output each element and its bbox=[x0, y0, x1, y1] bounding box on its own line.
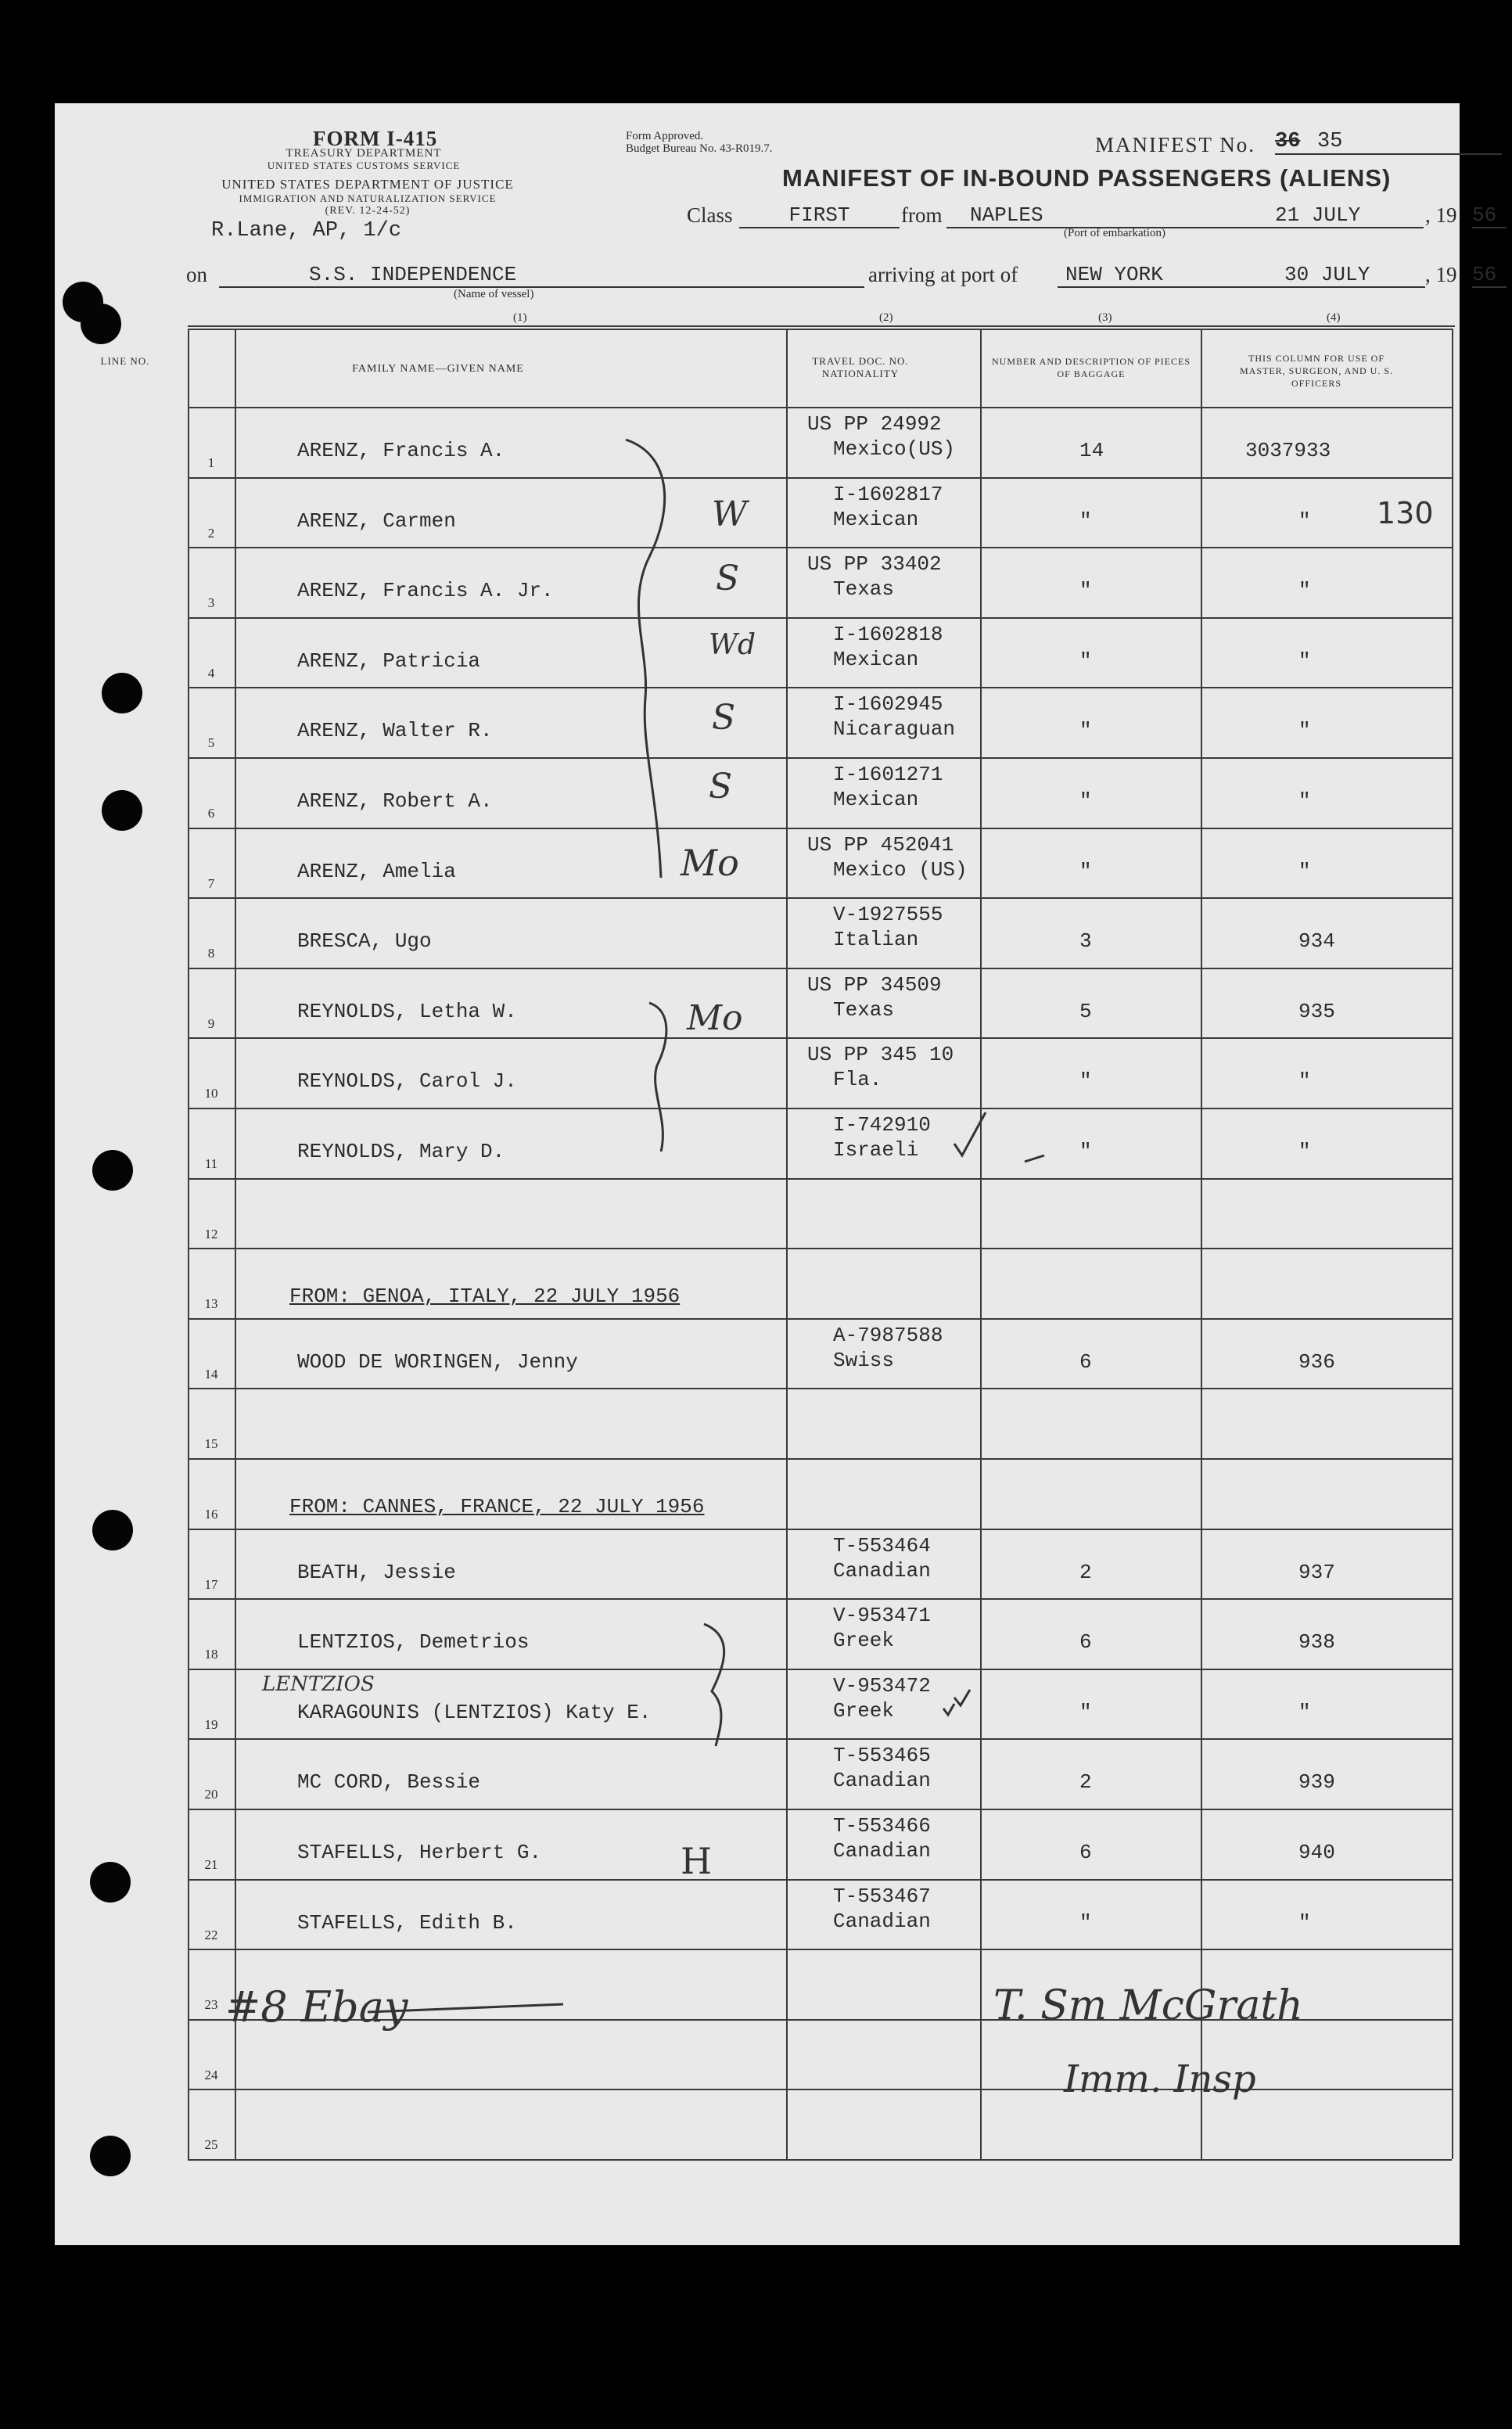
travel-doc: US PP 345 10 bbox=[807, 1043, 954, 1067]
class-value: FIRST bbox=[739, 203, 900, 228]
line-number: 10 bbox=[204, 1086, 218, 1101]
nationality: Mexico(US) bbox=[833, 437, 956, 461]
line-number: 16 bbox=[204, 1507, 218, 1522]
officer-number: " bbox=[1298, 1700, 1311, 1724]
travel-doc: V-953471 bbox=[833, 1604, 931, 1628]
officer-number: 934 bbox=[1298, 929, 1335, 954]
passenger-name: REYNOLDS, Letha W. bbox=[297, 999, 517, 1023]
manifest-page bbox=[55, 103, 1497, 2245]
travel-doc: A-7987588 bbox=[833, 1323, 943, 1347]
treasury-dept: TREASURY DEPARTMENT bbox=[286, 147, 442, 160]
officer-number: 938 bbox=[1298, 1630, 1335, 1655]
nationality: Texas bbox=[833, 997, 895, 1022]
travel-doc: T-553465 bbox=[833, 1744, 931, 1768]
travel-doc: T-553464 bbox=[833, 1533, 931, 1558]
officer-number: " bbox=[1298, 1910, 1311, 1935]
col-3-number: (3) bbox=[1098, 311, 1112, 324]
check-row19 bbox=[943, 1704, 954, 1715]
officer-number: 940 bbox=[1298, 1841, 1335, 1864]
port-embark-caption: (Port of embarkation) bbox=[1064, 227, 1165, 239]
handwritten-strokes bbox=[55, 103, 1460, 2245]
section-heading: FROM: CANNES, FRANCE, 22 JULY 1956 bbox=[289, 1495, 705, 1518]
officer-number: " bbox=[1298, 508, 1311, 533]
line-number: 5 bbox=[207, 735, 215, 751]
line-number: 14 bbox=[204, 1366, 218, 1382]
nationality: Mexico (US) bbox=[833, 857, 968, 882]
nationality: Mexican bbox=[833, 647, 919, 671]
binder-hole bbox=[90, 1862, 131, 1903]
line-number: 21 bbox=[204, 1857, 218, 1872]
travel-doc: V-1927555 bbox=[833, 903, 943, 927]
baggage-count: " bbox=[1079, 1069, 1092, 1094]
line-number: 1 bbox=[207, 455, 215, 470]
passenger-name: ARENZ, Francis A. Jr. bbox=[297, 579, 554, 603]
baggage-count: 6 bbox=[1079, 1349, 1092, 1374]
travel-doc: I-1602818 bbox=[833, 622, 943, 646]
travel-doc: I-1602817 bbox=[833, 482, 943, 506]
arrival-year: 56 bbox=[1472, 263, 1507, 288]
travel-doc: US PP 34509 bbox=[807, 972, 942, 997]
manifest-no-label: MANIFEST No. bbox=[1095, 133, 1256, 156]
mark-lentzios: LENTZIOS bbox=[262, 1673, 375, 1696]
line-number: 7 bbox=[207, 875, 215, 891]
mark-s-row3: S bbox=[716, 559, 740, 598]
mark-wd-row4: Wd bbox=[709, 629, 756, 661]
col-2-number: (2) bbox=[879, 311, 893, 324]
passenger-name: ARENZ, Patricia bbox=[297, 649, 481, 673]
line-number: 8 bbox=[207, 946, 215, 961]
travel-doc: US PP 452041 bbox=[807, 832, 954, 857]
line-number: 9 bbox=[207, 1015, 215, 1031]
departure-date: 21 JULY bbox=[1275, 203, 1361, 227]
line-number: 19 bbox=[204, 1716, 218, 1732]
mark-s-row5: S bbox=[712, 698, 736, 738]
nationality: Mexican bbox=[833, 788, 919, 811]
revision: (REV. 12-24-52) bbox=[325, 205, 411, 217]
travel-doc: I-1602945 bbox=[833, 692, 943, 717]
passenger-name: WOOD DE WORINGEN, Jenny bbox=[297, 1349, 578, 1374]
baggage-count: " bbox=[1079, 1140, 1092, 1163]
officer-number: " bbox=[1298, 789, 1311, 813]
brace-arenz bbox=[626, 440, 665, 878]
header-officers: THIS COLUMN FOR USE OF MASTER, SURGEON, AND U. S. OFFICERS bbox=[1239, 353, 1394, 389]
passenger-name: ARENZ, Amelia bbox=[297, 859, 456, 883]
passenger-name: ARENZ, Francis A. bbox=[297, 439, 505, 462]
nationality: Israeli bbox=[833, 1138, 919, 1162]
binder-hole bbox=[92, 1510, 133, 1550]
binder-hole bbox=[92, 1150, 133, 1191]
binder-hole bbox=[90, 2136, 131, 2176]
vessel-name: S.S. INDEPENDENCE bbox=[219, 263, 864, 288]
manifest-no-value: 35 bbox=[1317, 130, 1343, 153]
baggage-count: " bbox=[1079, 649, 1092, 673]
inspector-title: Imm. Insp bbox=[1064, 2057, 1256, 2101]
line-number: 18 bbox=[204, 1647, 218, 1662]
arrival-port: NEW YORK bbox=[1065, 263, 1163, 286]
line-number: 6 bbox=[207, 806, 215, 821]
justice-dept: UNITED STATES DEPARTMENT OF JUSTICE bbox=[221, 177, 514, 192]
travel-doc: US PP 24992 bbox=[807, 412, 942, 436]
passenger-name: STAFELLS, Herbert G. bbox=[297, 1841, 542, 1864]
line-number: 24 bbox=[204, 2067, 218, 2082]
passenger-name: ARENZ, Walter R. bbox=[297, 719, 493, 743]
from-port: NAPLES bbox=[970, 203, 1043, 227]
departure-year-prefix: , 19 bbox=[1425, 203, 1457, 227]
check-row18 bbox=[954, 1690, 970, 1705]
line-number: 20 bbox=[204, 1787, 218, 1802]
travel-doc: T-553467 bbox=[833, 1884, 931, 1908]
header-line-no: LINE NO. bbox=[100, 355, 150, 367]
on-label: on bbox=[186, 263, 207, 286]
officer-number: " bbox=[1298, 649, 1311, 673]
nationality: Greek bbox=[833, 1698, 895, 1723]
baggage-count: 6 bbox=[1079, 1630, 1092, 1655]
check-row11-tick bbox=[1025, 1155, 1044, 1162]
travel-doc: I-1601271 bbox=[833, 763, 943, 786]
baggage-count: 2 bbox=[1079, 1770, 1092, 1795]
nationality: Canadian bbox=[833, 1839, 931, 1863]
officer-number: " bbox=[1298, 719, 1311, 743]
line-number: 11 bbox=[204, 1156, 218, 1171]
binder-hole bbox=[81, 304, 121, 344]
header-name: FAMILY NAME—GIVEN NAME bbox=[352, 363, 524, 375]
line-number: 13 bbox=[204, 1296, 218, 1312]
mark-h-row21: H bbox=[681, 1840, 713, 1882]
arrival-year-prefix: , 19 bbox=[1425, 263, 1457, 286]
line-number: 15 bbox=[204, 1436, 218, 1452]
baggage-count: 2 bbox=[1079, 1560, 1092, 1584]
header-baggage: NUMBER AND DESCRIPTION OF PIECES OF BAGGAGE bbox=[991, 356, 1191, 379]
passenger-name: ARENZ, Robert A. bbox=[297, 789, 493, 813]
ins-service: IMMIGRATION AND NATURALIZATION SERVICE bbox=[239, 192, 497, 204]
col-1-number: (1) bbox=[513, 311, 527, 324]
mark-s-row6: S bbox=[709, 767, 733, 807]
passenger-name: STAFELLS, Edith B. bbox=[297, 1910, 517, 1935]
binder-hole bbox=[102, 790, 142, 831]
nationality: Italian bbox=[833, 928, 919, 952]
line-number: 4 bbox=[207, 665, 215, 681]
form-approved: Form Approved. bbox=[626, 130, 704, 142]
vessel-caption: (Name of vessel) bbox=[454, 288, 534, 300]
line-number: 25 bbox=[204, 2137, 218, 2153]
section-heading: FROM: GENOA, ITALY, 22 JULY 1956 bbox=[289, 1285, 681, 1309]
mark-w: W bbox=[712, 494, 748, 534]
line-number: 3 bbox=[207, 595, 215, 611]
manifest-no-struck: 36 bbox=[1275, 130, 1301, 153]
mark-mo-row9: Mo bbox=[687, 998, 743, 1038]
nationality: Canadian bbox=[833, 1769, 931, 1793]
passenger-name: LENTZIOS, Demetrios bbox=[297, 1630, 530, 1655]
nationality: Canadian bbox=[833, 1909, 931, 1933]
customs-service: UNITED STATES CUSTOMS SERVICE bbox=[267, 160, 461, 171]
nationality: Fla. bbox=[833, 1068, 882, 1092]
arrival-date: 30 JULY bbox=[1284, 263, 1370, 286]
manifest-title: MANIFEST OF IN-BOUND PASSENGERS (ALIENS) bbox=[782, 164, 1392, 192]
baggage-count: " bbox=[1079, 508, 1092, 533]
officer-number: 937 bbox=[1298, 1560, 1335, 1584]
passenger-name: MC CORD, Bessie bbox=[297, 1770, 481, 1795]
form-number: FORM I-415 bbox=[313, 127, 438, 150]
officer-number: " bbox=[1298, 579, 1311, 603]
baggage-count: " bbox=[1079, 859, 1092, 883]
header-travel-doc: TRAVEL DOC. NO. NATIONALITY bbox=[812, 355, 909, 379]
officer-number: 3037933 bbox=[1245, 439, 1331, 462]
passenger-name: REYNOLDS, Carol J. bbox=[297, 1069, 517, 1094]
departure-year: 56 bbox=[1472, 203, 1507, 228]
passenger-name: KARAGOUNIS (LENTZIOS) Katy E. bbox=[297, 1700, 652, 1724]
nationality: Texas bbox=[833, 577, 895, 602]
passenger-name: BEATH, Jessie bbox=[297, 1560, 456, 1584]
baggage-count: 5 bbox=[1079, 999, 1092, 1023]
from-label: from bbox=[901, 203, 943, 227]
budget-bureau: Budget Bureau No. 43-R019.7. bbox=[626, 142, 773, 155]
binder-hole bbox=[102, 673, 142, 713]
travel-doc: T-553466 bbox=[833, 1814, 931, 1838]
travel-doc: I-742910 bbox=[833, 1113, 931, 1137]
travel-doc: US PP 33402 bbox=[807, 552, 942, 577]
line-number: 23 bbox=[204, 1997, 218, 2013]
row23-underline bbox=[368, 2004, 563, 2012]
baggage-count: 6 bbox=[1079, 1841, 1092, 1864]
officer-number: " bbox=[1298, 859, 1311, 883]
nationality: Greek bbox=[833, 1629, 895, 1653]
inspector-signature: T. Sm McGrath bbox=[993, 1982, 1303, 2029]
officer-number: " bbox=[1298, 1140, 1311, 1163]
nationality: Swiss bbox=[833, 1348, 895, 1372]
officer-number: " bbox=[1298, 1069, 1311, 1094]
page-count-note: 130 bbox=[1377, 496, 1434, 530]
nationality: Mexican bbox=[833, 507, 919, 531]
passenger-name: ARENZ, Carmen bbox=[297, 508, 456, 533]
baggage-count: " bbox=[1079, 1910, 1092, 1935]
class-label: Class bbox=[687, 203, 733, 227]
officer-number: 935 bbox=[1298, 999, 1335, 1023]
baggage-count: " bbox=[1079, 789, 1092, 813]
passenger-name: REYNOLDS, Mary D. bbox=[297, 1140, 505, 1163]
arriving-label: arriving at port of bbox=[868, 263, 1018, 286]
typist-initials: R.Lane, AP, 1/c bbox=[211, 219, 402, 243]
check-row11 bbox=[954, 1112, 986, 1155]
brace-lentzios bbox=[704, 1624, 724, 1746]
passenger-name: BRESCA, Ugo bbox=[297, 929, 432, 954]
brace-reynolds bbox=[649, 1003, 666, 1152]
baggage-count: 14 bbox=[1079, 439, 1104, 462]
nationality: Canadian bbox=[833, 1558, 931, 1583]
mark-mo-row7: Mo bbox=[681, 842, 739, 884]
line-number: 17 bbox=[204, 1576, 218, 1592]
line-number: 12 bbox=[204, 1226, 218, 1241]
baggage-count: " bbox=[1079, 719, 1092, 743]
travel-doc: V-953472 bbox=[833, 1673, 931, 1698]
baggage-count: " bbox=[1079, 1700, 1092, 1724]
row23-note: #8 Ebay bbox=[225, 1982, 408, 2032]
nationality: Nicaraguan bbox=[833, 717, 956, 742]
line-number: 22 bbox=[204, 1927, 218, 1942]
baggage-count: " bbox=[1079, 579, 1092, 603]
baggage-count: 3 bbox=[1079, 929, 1092, 954]
line-number: 2 bbox=[207, 525, 215, 541]
col-4-number: (4) bbox=[1327, 311, 1341, 324]
officer-number: 939 bbox=[1298, 1770, 1335, 1795]
officer-number: 936 bbox=[1298, 1349, 1335, 1374]
